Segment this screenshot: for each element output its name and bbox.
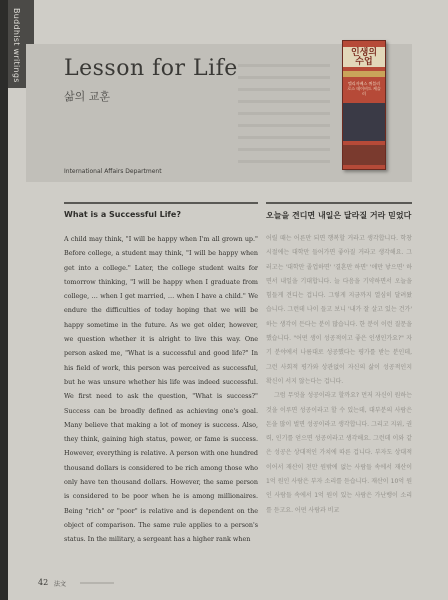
english-body-column [64,232,258,572]
korean-body-paragraph-2: 그럼 무엇을 성공이라고 할까요? 먼저 자신이 원하는 것을 이루면 성공이라고 할 수 있는데, 대부분의 사람은 돈을 많이 벌면 성공이라고 생각합니다. 그리고 지위, 권력, 인기를 얻으면 성공이라고 생각해요. 그런데 이와 같은 성공은 상대적인 가치에 따른 겁니다. 부자도 상대적이어서 재산이 천만 원밖에 없는 사람들 속에서 재산이 1억 원인 사람은 부자 소리를 듣습니다. 재산이 10억 원인 사람들 속에서 1억 원이 있는 사람은 가난뱅이 소리를 듣고요. 어떤 사람과 비교 [266,392,412,514]
background-text-texture [238,64,330,172]
magazine-page [8,0,448,600]
magazine-name: 法文 [54,581,67,588]
section-divider-right [266,202,412,204]
article-subtitle: 삶의 교훈 [64,90,111,103]
article-title: Lesson for Life [64,56,238,81]
korean-body-paragraph-1: 어릴 때는 어른만 되면 행복할 거라고 생각합니다. 학창시절에는 대학만 들어가면 좋아질 거라고 생각해요. 그러고는 '대학만 졸업하면' '결혼만 하면' '애만 낳으면' 하면서 내일을 기대합니다. 늘 다음을 기약하면서 오늘을 힘들게 견디는 겁니다. 그렇게 지금까지 열심히 달려왔습니다. 그런데 나이 들고 보니 '내가 잘 살고 있는 건가' 하는 생각이 든다는 분이 많습니다. 한 분이 이런 질문을 했습니다. "어떤 생이 성공적이고 좋은 인생인가요?" 자기 분야에서 나름대로 성공했다는 평가를 받는 분인데, 그런 사회적 평가와 상관없이 자신의 삶이 성공적인지 확신이 서지 않는다는 겁니다. [266,235,412,385]
english-section-heading: What is a Successful Life? [64,210,181,219]
section-divider-left [64,202,258,204]
korean-body-column [266,232,412,572]
section-tab-label: Buddhist writings [12,8,21,83]
department-credit: International Affairs Department [64,168,162,175]
book-cover-image [342,40,386,170]
footer-rule [80,582,114,584]
book-cover-authors: 엘리자베스 퀴블러 로스 데이비드 케슬러 [347,81,381,96]
english-body-text: A child may think, "I will be happy when I'm all grown up." Before college, a student may think, "I will be happy when get into a college." Later, the college student waits for tomorrow thinking, "I will be happy when I graduate from college, … when I get married, … when I have a child." We endure the difficulties of today hoping that we will be happy sometime in the future. As we get older, however, we question whether it is alright to live this way. One person asked me, "What is a successful and good life?" In his field of work, this person was perceived as successful, but he was unsure whether his life was indeed successful. We first need to ask the question, "What is success?" Success can be broadly defined as achieving one's goal. Many believe that making a lot of money is success. Also, they think, gaining high status, power, or fame is success. However, everything is relative. A person with one hundred thousand dollars is considered to be rich among those who only have ten thousand dollars. However, the same person is considered to be poor when he is among millionaires. Being "rich" or "poor" is relative and is dependent on the object of comparison. The same rule applies to a person's status. In the military, a sergeant has a higher rank when [64,235,258,544]
page-number: 42 [38,578,49,587]
book-cover-title: 인생의 수업 [350,48,378,67]
korean-section-heading: 오늘을 견디면 내일은 달라질 거라 믿었다 [266,211,412,220]
